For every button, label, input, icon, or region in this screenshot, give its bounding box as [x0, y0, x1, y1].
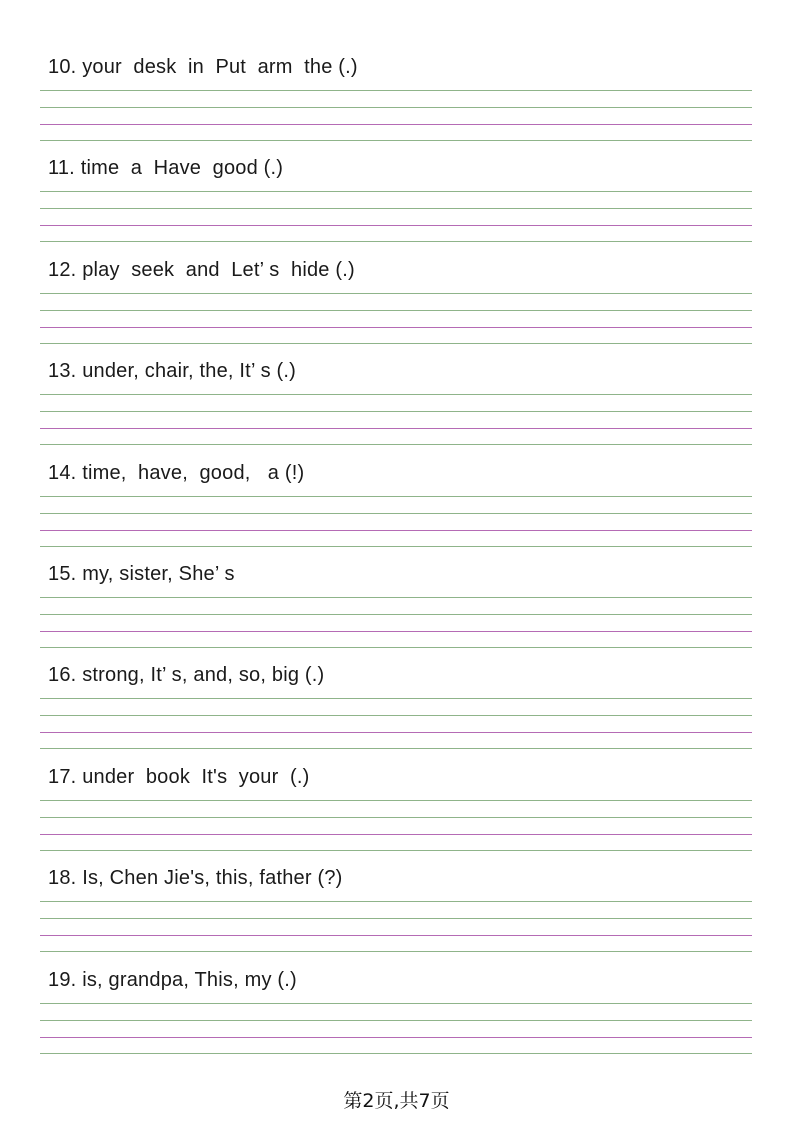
- writing-line: [40, 1003, 752, 1004]
- writing-line: [40, 394, 752, 395]
- question-words: under, chair, the, It’ s (.): [82, 360, 297, 383]
- question-separator: .: [70, 765, 77, 788]
- question-prompt: [48, 258, 355, 282]
- question-number: 10: [48, 56, 71, 78]
- question-prompt: [48, 866, 343, 890]
- question-separator: .: [69, 157, 75, 180]
- question-prompt: [48, 156, 283, 180]
- writing-line: [40, 293, 752, 294]
- question-item: [0, 811, 793, 912]
- question-number: 12: [48, 258, 71, 281]
- question-item: [0, 406, 793, 507]
- question-prompt: [48, 359, 296, 383]
- writing-line: [40, 496, 752, 497]
- question-words: time, have, good, a (!): [82, 461, 305, 484]
- writing-line: [40, 1053, 752, 1054]
- question-words: Is, Chen Jie's, this, father (?): [82, 867, 343, 890]
- writing-line: [40, 90, 752, 91]
- question-prompt: [48, 663, 324, 687]
- question-prompt: [48, 968, 297, 992]
- question-item: [0, 101, 793, 202]
- question-words: my, sister, She’ s: [82, 562, 235, 585]
- question-number: 19: [48, 968, 71, 991]
- question-words: your desk in Put arm the (.): [82, 56, 358, 78]
- question-item: [0, 203, 793, 304]
- question-separator: .: [70, 664, 77, 687]
- question-words: play seek and Let’ s hide (.): [82, 258, 355, 281]
- question-separator: .: [70, 258, 77, 281]
- question-words: time a Have good (.): [80, 157, 284, 180]
- writing-line: [40, 597, 752, 598]
- question-number: 17: [48, 765, 71, 788]
- question-separator: .: [70, 360, 77, 383]
- writing-line: [40, 901, 752, 902]
- question-prompt: [48, 765, 309, 789]
- question-words: is, grandpa, This, my (.): [82, 968, 297, 991]
- question-item: [0, 710, 793, 811]
- writing-line: [40, 191, 752, 192]
- question-number: 15: [48, 562, 71, 585]
- page-number-footer: 第2页,共7页: [343, 1090, 450, 1112]
- writing-line: [40, 1020, 752, 1021]
- question-number: 18: [48, 867, 71, 890]
- writing-line: [40, 698, 752, 699]
- question-prompt: [48, 461, 304, 485]
- answer-writing-lines[interactable]: [40, 1003, 752, 1055]
- question-item: [0, 304, 793, 405]
- question-item: [0, 608, 793, 709]
- question-prompt: [48, 562, 235, 586]
- question-prompt: [48, 55, 358, 79]
- question-item: [0, 0, 793, 101]
- question-separator: .: [70, 562, 77, 585]
- question-words: strong, It’ s, and, so, big (.): [82, 664, 325, 687]
- question-words: under book It's your (.): [82, 765, 310, 788]
- question-number: 13: [48, 360, 71, 383]
- question-item: [0, 913, 793, 1014]
- question-separator: .: [70, 867, 77, 890]
- question-separator: .: [70, 968, 77, 991]
- question-item: [0, 507, 793, 608]
- writing-baseline: [40, 1037, 752, 1038]
- question-separator: .: [70, 56, 77, 78]
- writing-line: [40, 800, 752, 801]
- question-separator: .: [70, 461, 77, 484]
- question-number: 11: [48, 157, 70, 180]
- question-number: 16: [48, 664, 71, 687]
- question-number: 14: [48, 461, 71, 484]
